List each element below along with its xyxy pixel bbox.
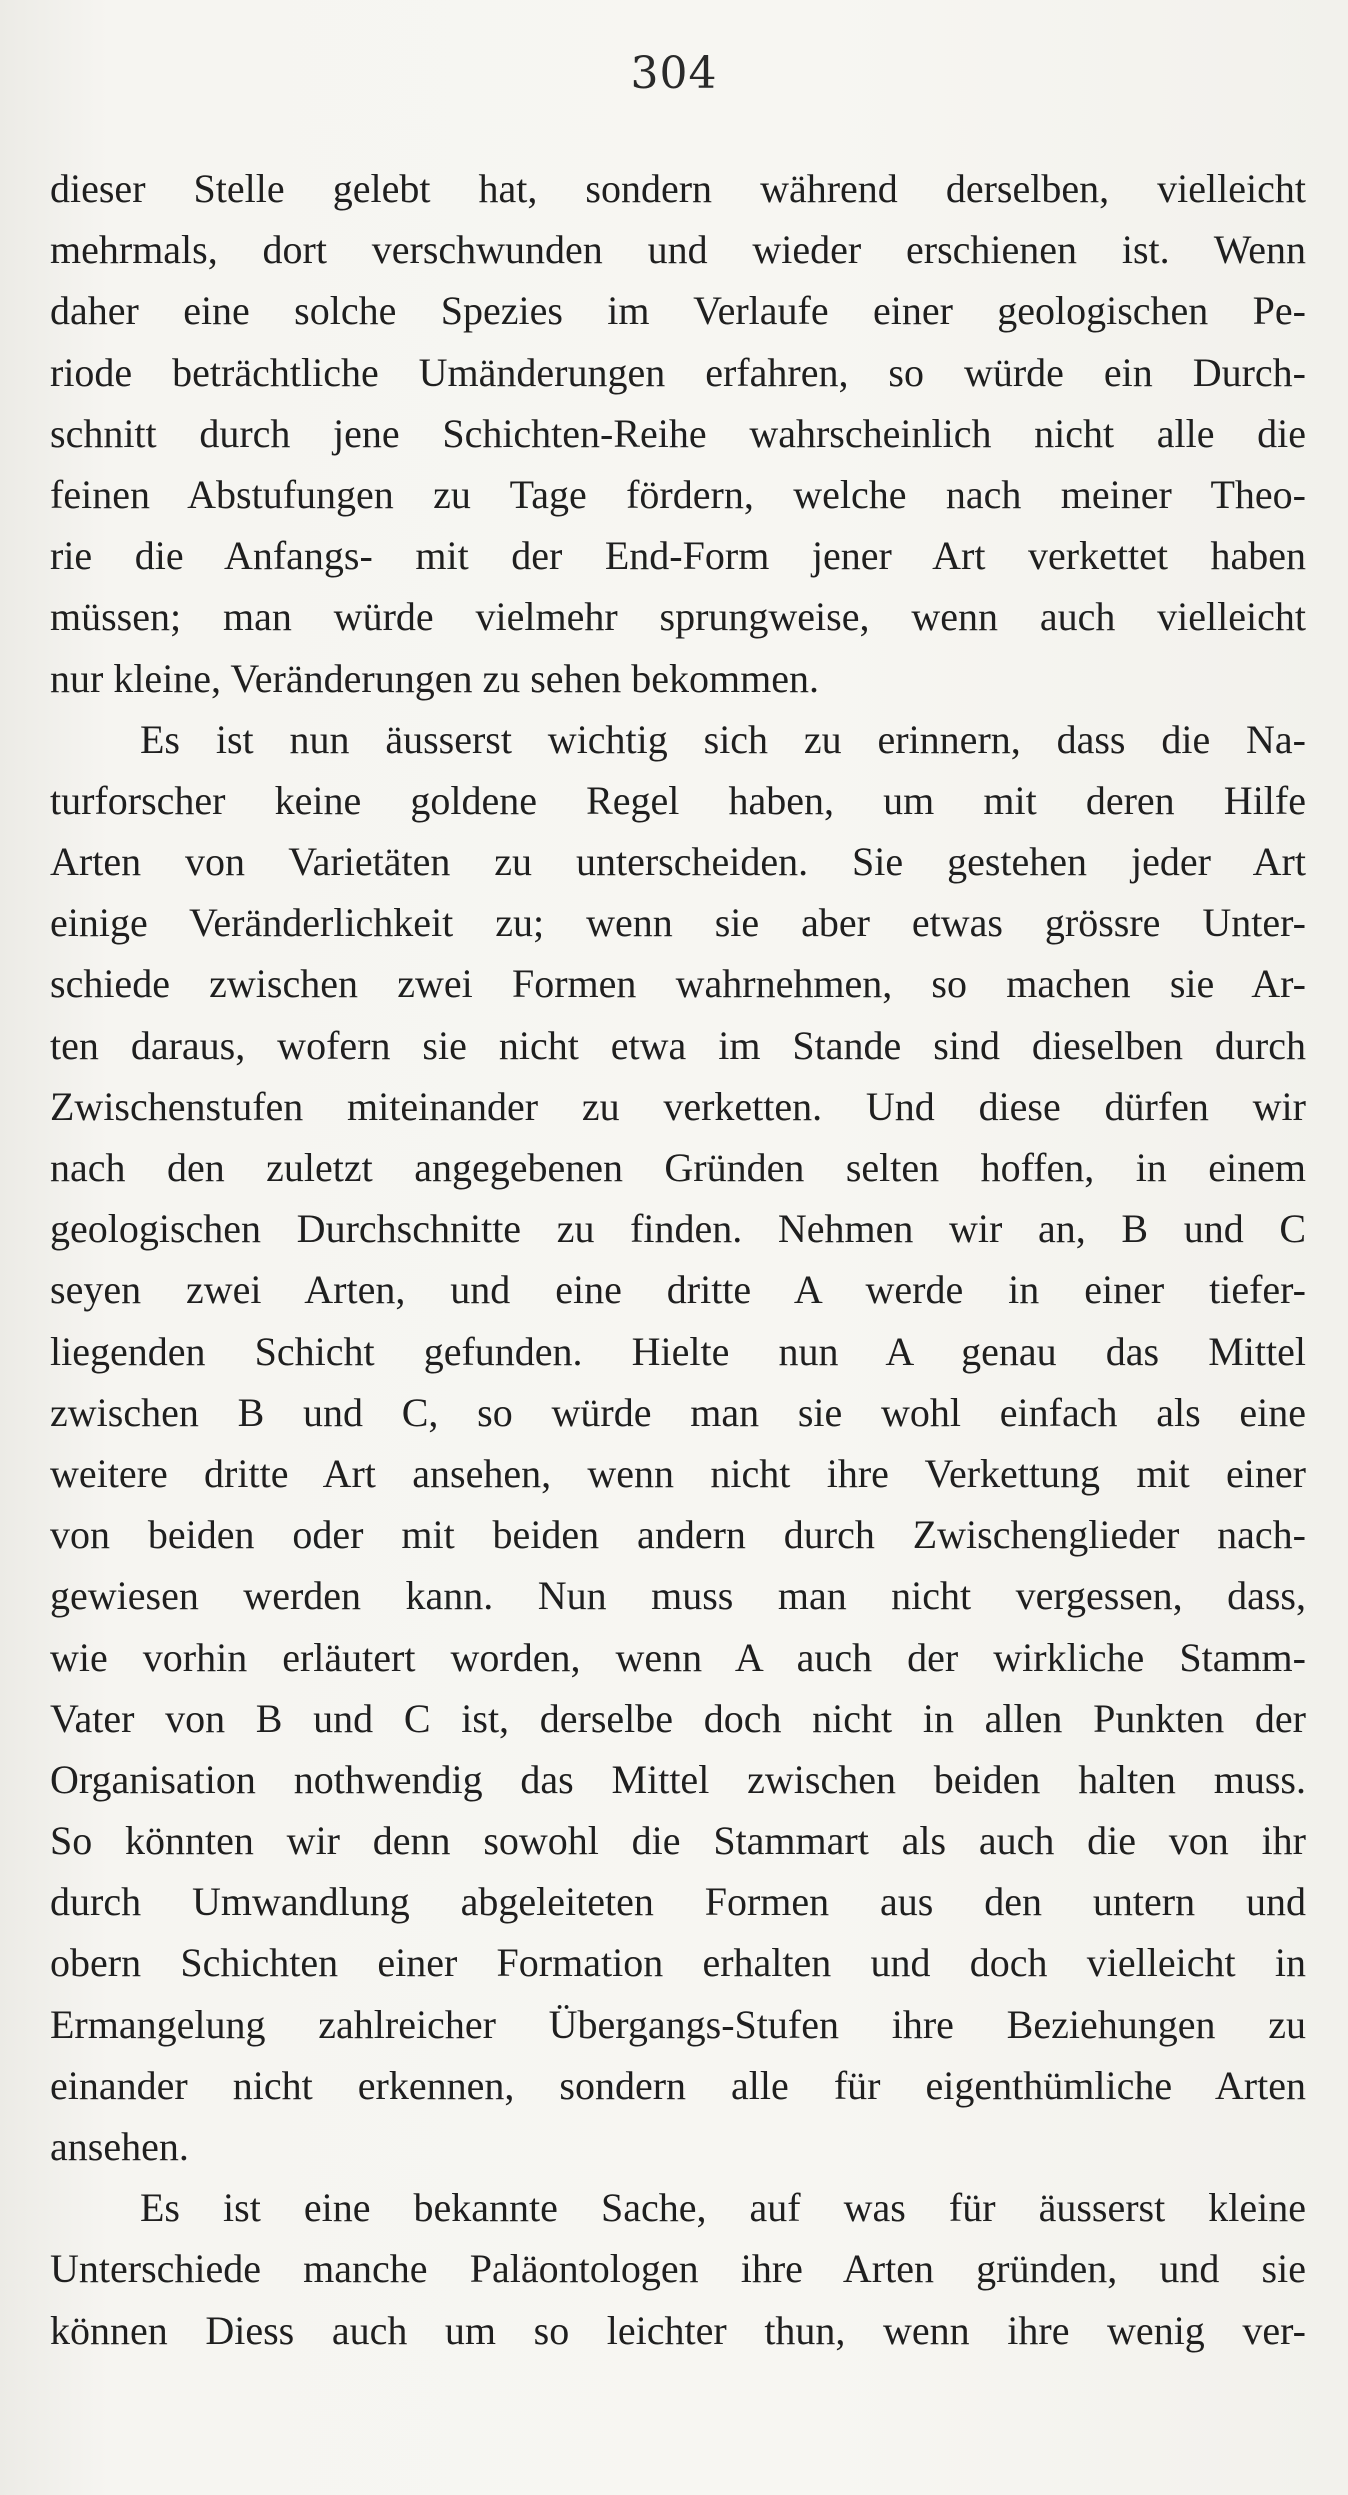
text-line: nur kleine, Veränderungen zu sehen bekommen. [50, 655, 820, 701]
body-text [50, 158, 1306, 2361]
text-line: Zwischenstufen miteinander zu verketten. Und diese dürfen wir [50, 1083, 1306, 1129]
text-line: nach den zuletzt angegebenen Gründen selten hoffen, in einem [50, 1145, 1306, 1190]
text-line: mehrmals, dort verschwunden und wieder erschienen ist. Wenn [50, 227, 1306, 273]
text-line: rie die Anfangs- mit der End-Form jener Art verkettet haben [50, 533, 1306, 579]
text-line: daher eine solche Spezies im Verlaufe einer geologischen Pe- [50, 288, 1306, 334]
text-line: Unterschiede manche Paläontologen ihre Arten gründen, und sie [50, 2246, 1306, 2292]
text-line: von beiden oder mit beiden andern durch Zwischenglieder nach- [50, 1512, 1306, 1558]
text-line: Es ist eine bekannte Sache, auf was für äusserst kleine [140, 2185, 1306, 2231]
text-line: gewiesen werden kann. Nun muss man nicht vergessen, dass, [50, 1573, 1306, 1619]
text-line: ten daraus, wofern sie nicht etwa im Stande sind dieselben durch [50, 1022, 1306, 1068]
text-line: Arten von Varietäten zu unterscheiden. Sie gestehen jeder Art [50, 839, 1306, 885]
text-line: dieser Stelle gelebt hat, sondern während derselben, vielleicht [50, 166, 1306, 211]
text-line: obern Schichten einer Formation erhalten und doch vielleicht in [50, 1940, 1306, 1986]
text-line: riode beträchtliche Umänderungen erfahren, so würde ein Durch- [50, 349, 1306, 395]
text-line: turforscher keine goldene Regel haben, um mit deren Hilfe [50, 777, 1306, 823]
text-line: zwischen B und C, so würde man sie wohl einfach als eine [50, 1389, 1306, 1435]
text-line: So könnten wir denn sowohl die Stammart als auch die von ihr [50, 1818, 1306, 1864]
text-line: Ermangelung zahlreicher Übergangs-Stufen ihre Beziehungen zu [50, 2001, 1306, 2047]
text-line: feinen Abstufungen zu Tage fördern, welche nach meiner Theo- [50, 471, 1306, 517]
text-line: geologischen Durchschnitte zu finden. Nehmen wir an, B und C [50, 1206, 1306, 1252]
text-line: einander nicht erkennen, sondern alle für eigenthümliche Arten [50, 2062, 1306, 2108]
text-line: können Diess auch um so leichter thun, wenn ihre wenig ver- [50, 2307, 1306, 2353]
page-number: 304 [630, 48, 718, 99]
text-line: durch Umwandlung abgeleiteten Formen aus den untern und [50, 1879, 1306, 1925]
text-line: liegenden Schicht gefunden. Hielte nun A genau das Mittel [50, 1328, 1306, 1374]
text-line: Vater von B und C ist, derselbe doch nicht in allen Punkten der [50, 1695, 1306, 1741]
text-line: schiede zwischen zwei Formen wahrnehmen, so machen sie Ar- [50, 961, 1306, 1007]
text-line: Organisation nothwendig das Mittel zwischen beiden halten muss. [50, 1756, 1306, 1802]
text-line: weitere dritte Art ansehen, wenn nicht ihre Verkettung mit einer [50, 1450, 1306, 1496]
text-line: seyen zwei Arten, und eine dritte A werde in einer tiefer- [50, 1267, 1306, 1313]
text-line: müssen; man würde vielmehr sprungweise, wenn auch vielleicht [50, 594, 1306, 640]
text-line: Es ist nun äusserst wichtig sich zu erinnern, dass die Na- [140, 716, 1306, 762]
text-line: wie vorhin erläutert worden, wenn A auch der wirkliche Stamm- [50, 1634, 1306, 1680]
text-line: schnitt durch jene Schichten-Reihe wahrscheinlich nicht alle die [50, 410, 1306, 456]
text-line: einige Veränderlichkeit zu; wenn sie aber etwas grössre Unter- [50, 900, 1306, 946]
text-line: ansehen. [50, 2124, 189, 2169]
